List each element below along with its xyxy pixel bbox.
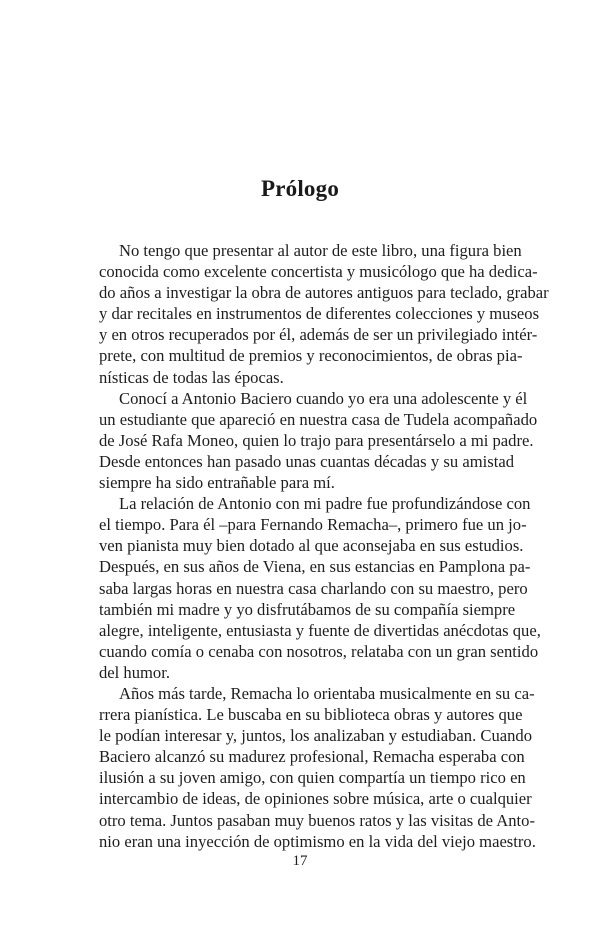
text-line: Baciero alcanzó su madurez profesional, Remacha esperaba con	[99, 747, 525, 767]
text-line: le podían interesar y, juntos, los analizaban y estudiaban. Cuando	[99, 726, 533, 746]
paragraph	[99, 388, 538, 493]
text-line: Después, en sus años de Viena, en sus estancias en Pamplona pa-	[99, 557, 531, 577]
text-line: rrera pianística. Le buscaba en su biblioteca obras y autores que	[99, 705, 523, 725]
text-line: un estudiante que apareció en nuestra casa de Tudela acompañado	[99, 409, 538, 429]
text-line: también mi madre y yo disfrutábamos de su compañía siempre	[99, 599, 516, 619]
page-number: 17	[292, 853, 308, 869]
text-line: del humor.	[99, 662, 170, 682]
text-line: Conocí a Antonio Baciero cuando yo era una adolescente y él	[119, 388, 528, 408]
text-line: otro tema. Juntos pasaban muy buenos ratos y las visitas de Anto-	[99, 810, 535, 830]
text-line: ilusión a su joven amigo, con quien compartía un tiempo rico en	[99, 768, 526, 788]
text-line: y dar recitales en instrumentos de diferentes colecciones y museos	[99, 304, 540, 324]
paragraph	[99, 683, 536, 852]
text-line: conocida como excelente concertista y musicólogo que ha dedica-	[99, 262, 538, 282]
text-line: el tiempo. Para él –para Fernando Remacha–, primero fue un jo-	[99, 515, 527, 535]
text-line: alegre, inteligente, entusiasta y fuente de divertidas anécdotas que,	[99, 620, 541, 640]
text-line: de José Rafa Moneo, quien lo trajo para presentárselo a mi padre.	[99, 430, 534, 450]
paragraph	[99, 240, 549, 388]
text-line: La relación de Antonio con mi padre fue profundizándose con	[119, 494, 531, 514]
text-line: cuando comía o cenaba con nosotros, relataba con un gran sentido	[99, 641, 539, 661]
text-line: intercambio de ideas, de opiniones sobre música, arte o cualquier	[99, 789, 532, 809]
chapter-title: Prólogo	[260, 176, 340, 201]
text-line: Desde entonces han pasado unas cuantas décadas y su amistad	[99, 451, 514, 471]
text-line: No tengo que presentar al autor de este libro, una figura bien	[119, 241, 522, 260]
body-text	[99, 240, 549, 852]
text-line: ven pianista muy bien dotado al que aconsejaba en sus estudios.	[99, 536, 524, 556]
text-line: do años a investigar la obra de autores antiguos para teclado, grabar	[99, 283, 549, 303]
text-line: Años más tarde, Remacha lo orientaba musicalmente en su ca-	[119, 683, 535, 703]
text-line: saba largas horas en nuestra casa charlando con su maestro, pero	[99, 578, 528, 598]
text-line: siempre ha sido entrañable para mí.	[99, 473, 335, 493]
text-line: y en otros recuperados por él, además de ser un privilegiado intér-	[99, 325, 538, 345]
paragraph	[99, 493, 541, 683]
text-line: nísticas de todas las épocas.	[99, 367, 284, 387]
text-line: prete, con multitud de premios y reconocimientos, de obras pia-	[99, 346, 523, 366]
text-line: nio eran una inyección de optimismo en la vida del viejo maestro.	[99, 831, 536, 851]
